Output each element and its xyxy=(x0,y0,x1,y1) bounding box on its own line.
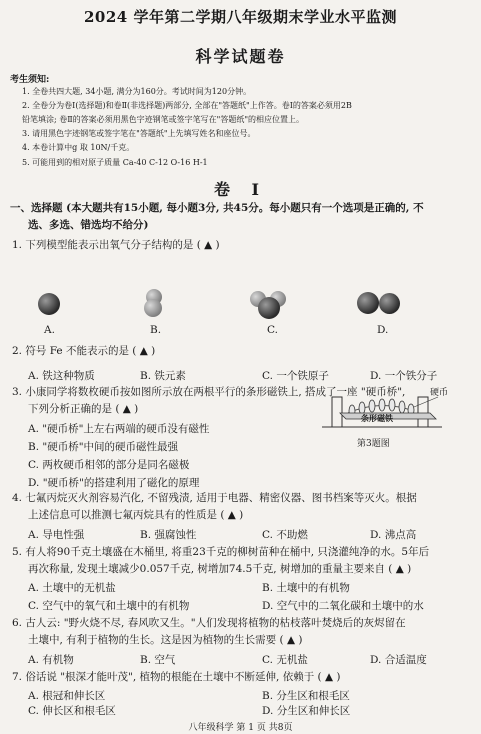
option: B. 土壤中的有机物 xyxy=(262,582,350,594)
notice-item: 3. 请用黑色字迹钢笔或签字笔在"答题纸"上先填写姓名和座位号。 xyxy=(22,129,256,138)
option: B. 强腐蚀性 xyxy=(140,529,197,541)
option: C. 无机盐 xyxy=(262,654,308,666)
page-footer: 八年级科学 第 1 页 共8页 xyxy=(188,723,293,733)
question-3-stem: 3. 小康同学将数枚硬币按如图所示放在两根平行的条形磁铁上, 搭成了一座 "硬币桥", xyxy=(12,386,406,398)
section-title: 卷 Ⅰ xyxy=(213,180,268,199)
option: D. 分生区和伸长区 xyxy=(262,705,351,717)
coin-bridge-figure xyxy=(318,383,474,443)
question-3-stem: 下列分析正确的是 ( ▲ ) xyxy=(28,403,139,415)
option: A. 有机物 xyxy=(28,654,74,666)
option: B. 分生区和根毛区 xyxy=(262,690,350,702)
option: C. 两枚硬币相邻的部分是同名磁极 xyxy=(28,459,190,471)
option-label: B. xyxy=(150,324,162,336)
notice-item: 5. 可能用到的相对原子质量 Ca-40 C-12 O-16 H-1 xyxy=(22,158,208,167)
option: C. 不助燃 xyxy=(262,529,308,541)
notice-item: 铅笔填涂; 卷Ⅱ的答案必须用黑色字迹钢笔或签字笔写在"答题纸"的相应位置上。 xyxy=(22,115,305,124)
section-instruction: 一、选择题 (本大题共有15小题, 每小题3分, 共45分。每小题只有一个选项是正确的, 不 xyxy=(10,202,424,214)
question-5-stem: 再次称量, 发现土壤减少0.057千克, 树增加74.5千克, 树增加的重量主要来自 ( ▲ ) xyxy=(28,563,412,575)
notice-heading: 考生须知: xyxy=(10,75,50,85)
option: A. 土壤中的无机盐 xyxy=(28,582,116,594)
option: A. 根冠和伸长区 xyxy=(28,690,106,702)
question-1-stem: 1. 下列模型能表示出氧气分子结构的是 ( ▲ ) xyxy=(12,239,220,251)
option-label: D. xyxy=(377,324,389,336)
question-5-stem: 5. 有人将90千克土壤盛在木桶里, 将重23千克的柳树苗种在桶中, 只浇灌纯净的水。5年后 xyxy=(12,546,430,558)
option-label: A. xyxy=(44,324,55,336)
question-6-stem: 6. 古人云: "野火烧不尽, 春风吹又生。"人们发现将植物的枯枝落叶焚烧后的灰烬留在 xyxy=(12,617,406,629)
option: C. 一个铁原子 xyxy=(262,370,329,382)
notice-item: 2. 全卷分为卷Ⅰ(选择题)和卷Ⅱ(非选择题)两部分, 全部在"答题纸"上作答。卷Ⅰ的答案必须用2B xyxy=(22,101,352,110)
option: C. 伸长区和根毛区 xyxy=(28,705,116,717)
figure-caption: 第3题图 xyxy=(357,439,390,449)
question-6-stem: 土壤中, 有利于植物的生长。这是因为植物的生长需要 ( ▲ ) xyxy=(28,634,303,646)
option: D. "硬币桥"的搭建利用了磁化的原理 xyxy=(28,477,200,489)
notice-item: 4. 本卷计算中g 取 10N/千克。 xyxy=(22,143,135,152)
option: B. 铁元素 xyxy=(140,370,186,382)
option: B. 空气 xyxy=(140,654,176,666)
question-4-stem: 上述信息可以推测七氟丙烷具有的性质是 ( ▲ ) xyxy=(28,509,244,521)
exam-title: 2024 学年第二学期八年级期末学业水平监测 xyxy=(84,8,397,26)
figure-magnet-label: 条形磁铁 xyxy=(361,413,393,423)
option: C. 空气中的氧气和土壤中的有机物 xyxy=(28,600,190,612)
option: D. 空气中的二氧化碳和土壤中的水 xyxy=(262,600,424,612)
section-instruction: 选、多选、错选均不给分) xyxy=(28,219,149,231)
option: A. 铁这种物质 xyxy=(28,370,95,382)
option: A. 导电性强 xyxy=(28,529,85,541)
figure-coin-label: 硬币 xyxy=(430,388,449,398)
option: D. 合适温度 xyxy=(370,654,427,666)
option: D. 一个铁分子 xyxy=(370,370,438,382)
question-4-stem: 4. 七氟丙烷灭火剂容易汽化, 不留残渍, 适用于电器、精密仪器、图书档案等灭火。根据 xyxy=(12,492,417,504)
question-2-stem: 2. 符号 Fe 不能表示的是 ( ▲ ) xyxy=(12,345,156,357)
question-7-stem: 7. 俗话说 "根深才能叶茂", 植物的根能在土壤中不断延伸, 依赖于 ( ▲ ) xyxy=(12,671,341,683)
option: A. "硬币桥"上左右两端的硬币没有磁性 xyxy=(28,423,210,435)
exam-subtitle: 科学试题卷 xyxy=(195,47,286,66)
option: D. 沸点高 xyxy=(370,529,417,541)
notice-item: 1. 全卷共四大题, 34小题, 满分为160分。考试时间为120分钟。 xyxy=(22,87,252,96)
option: B. "硬币桥"中间的硬币磁性最强 xyxy=(28,441,179,453)
option-label: C. xyxy=(267,324,278,336)
